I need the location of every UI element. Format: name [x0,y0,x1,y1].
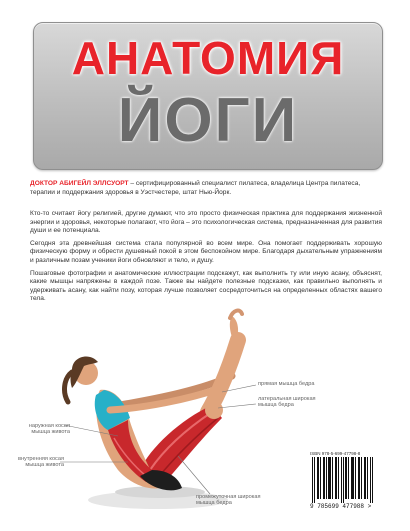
label-external-oblique: наружная косая мышца живота [28,423,70,436]
label-rectus-femoris: прямая мышца бедра [258,381,315,387]
author-description: – сертифицированный специалист пилатеса, владелица Центра пилатеса, терапии и поддержания здоровья в Уэстчестере, штат Нью-Йорк. [30,180,361,196]
title-line-2: ЙОГИ [117,86,299,155]
knee [205,401,223,419]
description-paragraph: Кто-то считает йогу религией, другие думают, что это просто физическая практика для поддержания жизненной энергии и здоровья, некоторые полагают, что йога – это психологическая система, предназначенная для развития души и ее потенциала. [30,210,382,235]
barcode [310,457,376,503]
label-vastus-lateralis: латеральная широкая мышца бедра [258,396,316,409]
title-line-1: АНАТОМИЯ [71,32,345,84]
label-internal-oblique: внутренняя косая мышца живота [18,456,64,469]
description-paragraph: Пошаговые фотографии и анатомические иллюстрации подскажут, как выполнить ту или иную асану, объяснят, какие мышцы напряжены в каждой позе. Также вы найдете полезные подсказки, как правильно выполнять и удерживать асану, как найти позу, которая лучше позволяет сосредоточиться на определенных областях вашего тела. [30,269,382,303]
isbn: ISBN 978-5-699-47798-8 [310,451,361,456]
barcode-number: 9 785699 477988 > [310,503,372,510]
label-line-vastus-lateralis [218,404,256,408]
ponytail [65,372,72,402]
description-paragraph: Сегодня эта древнейшая система стала популярной во всем мире. Она помогает поддерживать хорошую физическую форму и обрести душевный покой в этом беспокойном мире. Благодаря дыхательным упражнениям и различным позам ученики йоги обновляют и тело, и душу. [30,239,382,264]
title-banner [33,22,383,170]
book-description [30,210,382,308]
author-bio [30,180,382,197]
author-name: ДОКТОР АБИГЕЙЛ ЭЛЛСУОРТ [30,180,129,187]
label-vastus-intermedius: промежуточная широкая мышца бедра [196,494,261,507]
toes [230,311,242,318]
